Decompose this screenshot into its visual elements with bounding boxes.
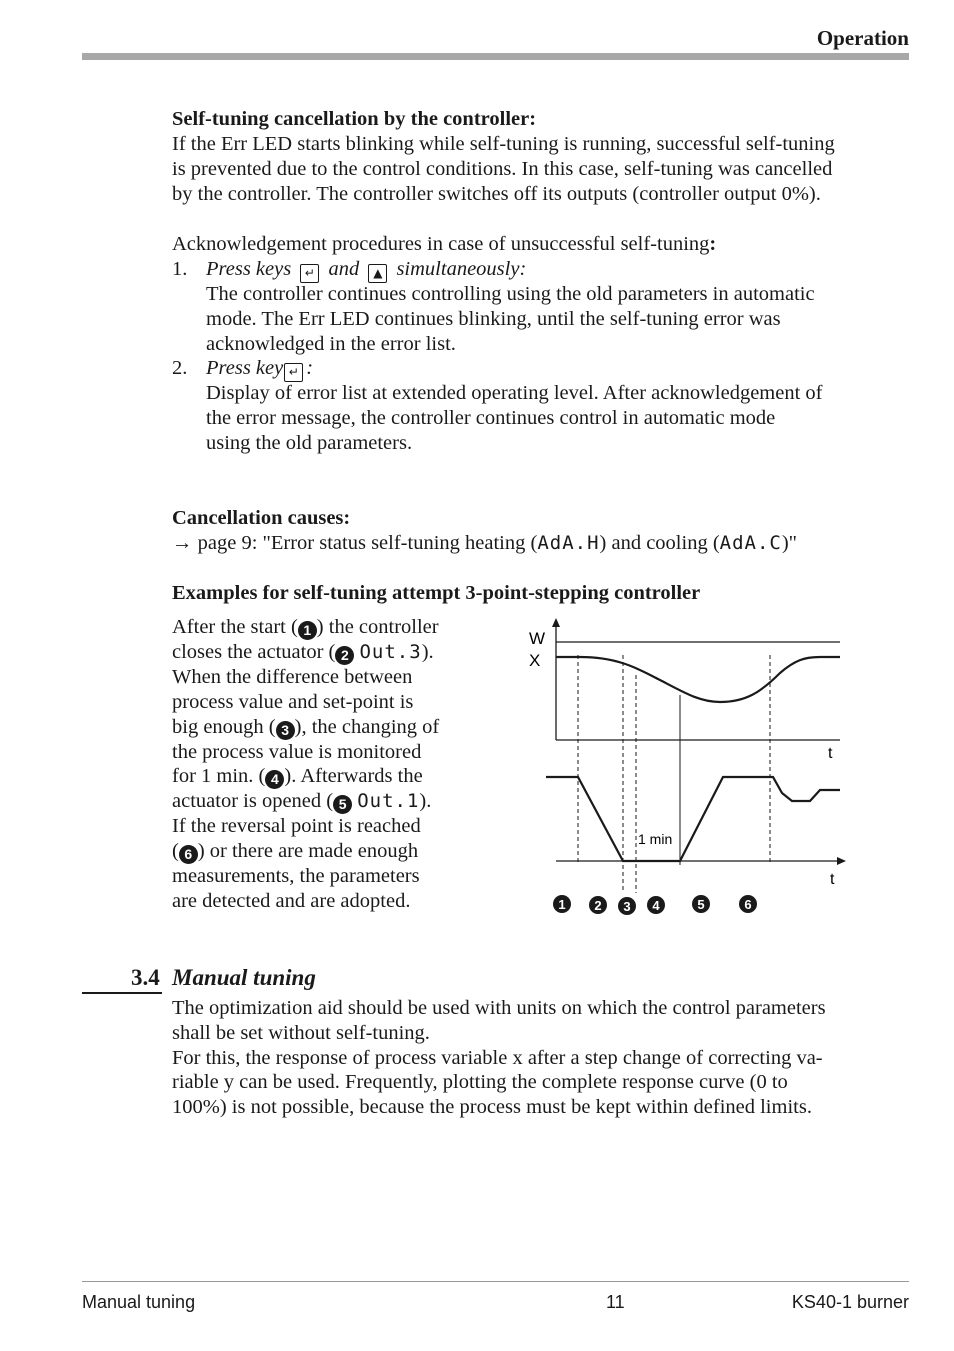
step1-text-c: simultaneously: bbox=[396, 258, 527, 280]
diagram-markers bbox=[553, 895, 757, 915]
diagram-marker-6-label: 6 bbox=[744, 897, 752, 912]
section-line: riable y can be used. Frequently, plotting the complete response curve (0 to bbox=[172, 1071, 788, 1094]
label-t-top: t bbox=[828, 745, 833, 762]
examples-text bbox=[172, 615, 472, 914]
causes-heading: Cancellation causes: bbox=[172, 507, 351, 529]
step2-instruction bbox=[206, 356, 906, 382]
cancel-line: by the controller. The controller switches off its outputs (controller output 0%). bbox=[172, 182, 821, 205]
examples-line bbox=[172, 715, 472, 740]
cancel-heading: Self-tuning cancellation by the controller: bbox=[172, 108, 537, 130]
step2-number: 2. bbox=[172, 357, 188, 379]
examples-heading: Examples for self-tuning attempt 3-point-stepping controller bbox=[172, 582, 701, 604]
step1-line: The controller continues controlling using the old parameters in automatic bbox=[206, 283, 815, 305]
up-key-icon: ▲ bbox=[368, 264, 387, 283]
section-line: For this, the response of process variable x after a step change of correcting va- bbox=[172, 1046, 823, 1069]
marker-5-icon: 5 bbox=[333, 795, 352, 814]
examples-line: the process value is monitored bbox=[172, 740, 422, 763]
step2-text-a: Press key bbox=[206, 357, 284, 379]
diagram-marker-1-label: 1 bbox=[558, 897, 566, 912]
section-number: 3.4 bbox=[131, 965, 160, 990]
footer-left: Manual tuning bbox=[82, 1292, 196, 1312]
examples-line: When the difference between bbox=[172, 666, 413, 688]
causes-text-a: → page 9: "Error status self-tuning heating ( bbox=[172, 532, 538, 554]
examples-line: If the reversal point is reached bbox=[172, 815, 421, 838]
t: ). bbox=[421, 641, 434, 663]
causes-text-b: ) and cooling ( bbox=[599, 532, 720, 554]
t: After the start ( bbox=[172, 616, 298, 638]
examples-line bbox=[172, 764, 472, 789]
marker-3-icon: 3 bbox=[276, 721, 295, 740]
diagram-marker-5-label: 5 bbox=[697, 897, 705, 912]
cancel-line: is prevented due to the control conditions. In this case, self-tuning was cancelled bbox=[172, 157, 833, 180]
process-curve bbox=[556, 657, 840, 702]
examples-line bbox=[172, 615, 472, 640]
step2-line: using the old parameters. bbox=[206, 431, 413, 454]
t: big enough ( bbox=[172, 715, 276, 738]
heating-error-code: AdA.H bbox=[537, 532, 600, 554]
ack-intro bbox=[172, 232, 716, 257]
step2-text-b: : bbox=[306, 357, 314, 379]
footer-rule bbox=[82, 1281, 909, 1282]
t: ) the controller bbox=[316, 616, 439, 638]
header-title: Operation bbox=[816, 26, 909, 50]
cooling-error-code: AdA.C bbox=[719, 532, 782, 554]
examples-line bbox=[172, 839, 472, 864]
cancel-line: If the Err LED starts blinking while self-tuning is running, successful self-tuning bbox=[172, 133, 835, 155]
t: closes the actuator ( bbox=[172, 641, 336, 663]
marker-2-icon: 2 bbox=[335, 646, 354, 665]
causes-line bbox=[172, 531, 797, 556]
t: ) or there are made enough bbox=[197, 840, 419, 863]
t: ). Afterwards the bbox=[284, 765, 423, 788]
section-title: Manual tuning bbox=[172, 965, 316, 990]
step2-line: the error message, the controller continues control in automatic mode bbox=[206, 406, 776, 429]
section-rule bbox=[82, 992, 162, 994]
cancel-paragraph bbox=[172, 132, 912, 206]
marker-6-icon: 6 bbox=[179, 845, 198, 864]
diagram-marker-2-label: 2 bbox=[594, 898, 602, 913]
examples-line bbox=[172, 640, 472, 665]
label-1min: 1 min bbox=[638, 831, 673, 847]
diagram-marker-3-label: 3 bbox=[623, 899, 631, 914]
section-paragraph bbox=[172, 996, 912, 1120]
step1-instruction bbox=[206, 257, 906, 283]
examples-line: measurements, the parameters bbox=[172, 865, 420, 888]
header-rule bbox=[82, 53, 909, 60]
top-y-arrow bbox=[552, 618, 560, 627]
step1-text-b: and bbox=[328, 258, 360, 280]
page-number: 11 bbox=[606, 1292, 625, 1312]
section-line: shall be set without self-tuning. bbox=[172, 1021, 430, 1044]
step1-number: 1. bbox=[172, 258, 188, 280]
ack-intro-text: Acknowledgement procedures in case of unsuccessful self-tuning bbox=[172, 233, 710, 255]
examples-line: process value and set-point is bbox=[172, 690, 414, 713]
label-w: W bbox=[529, 629, 546, 648]
examples-line bbox=[172, 789, 472, 814]
bottom-x-arrow bbox=[837, 857, 846, 865]
section-line: The optimization aid should be used with units on which the control parameters bbox=[172, 997, 826, 1019]
enter-key-icon: ↵ bbox=[300, 264, 319, 283]
t: ), the changing of bbox=[294, 715, 440, 738]
step2-line: Display of error list at extended operating level. After acknowledgement of bbox=[206, 382, 823, 404]
output1-code: Out.1 bbox=[357, 790, 420, 813]
t: for 1 min. ( bbox=[172, 765, 266, 788]
diagram-marker-4-label: 4 bbox=[652, 898, 660, 913]
enter-key-icon: ↵ bbox=[284, 363, 303, 382]
step1-line: acknowledged in the error list. bbox=[206, 332, 456, 355]
t: actuator is opened ( bbox=[172, 790, 334, 813]
t: ( bbox=[172, 840, 179, 863]
label-t-bottom: t bbox=[830, 871, 835, 888]
actuator-signal bbox=[546, 777, 840, 861]
ack-intro-colon: : bbox=[709, 233, 717, 255]
output3-code: Out.3 bbox=[359, 641, 422, 663]
step1-text-a: Press keys bbox=[206, 258, 292, 280]
step1-line: mode. The Err LED continues blinking, until the self-tuning error was bbox=[206, 307, 781, 330]
footer-right: KS40-1 burner bbox=[791, 1292, 909, 1312]
step1-description bbox=[206, 282, 906, 356]
examples-line: are detected and are adopted. bbox=[172, 889, 411, 912]
self-tuning-diagram bbox=[520, 615, 850, 925]
section-line: 100%) is not possible, because the process must be kept within defined limits. bbox=[172, 1096, 812, 1119]
causes-text-c: )" bbox=[781, 532, 798, 554]
marker-4-icon: 4 bbox=[265, 770, 284, 789]
label-x: X bbox=[529, 651, 541, 670]
step2-description bbox=[206, 381, 906, 455]
t: ). bbox=[419, 790, 432, 813]
marker-1-icon: 1 bbox=[298, 621, 317, 640]
